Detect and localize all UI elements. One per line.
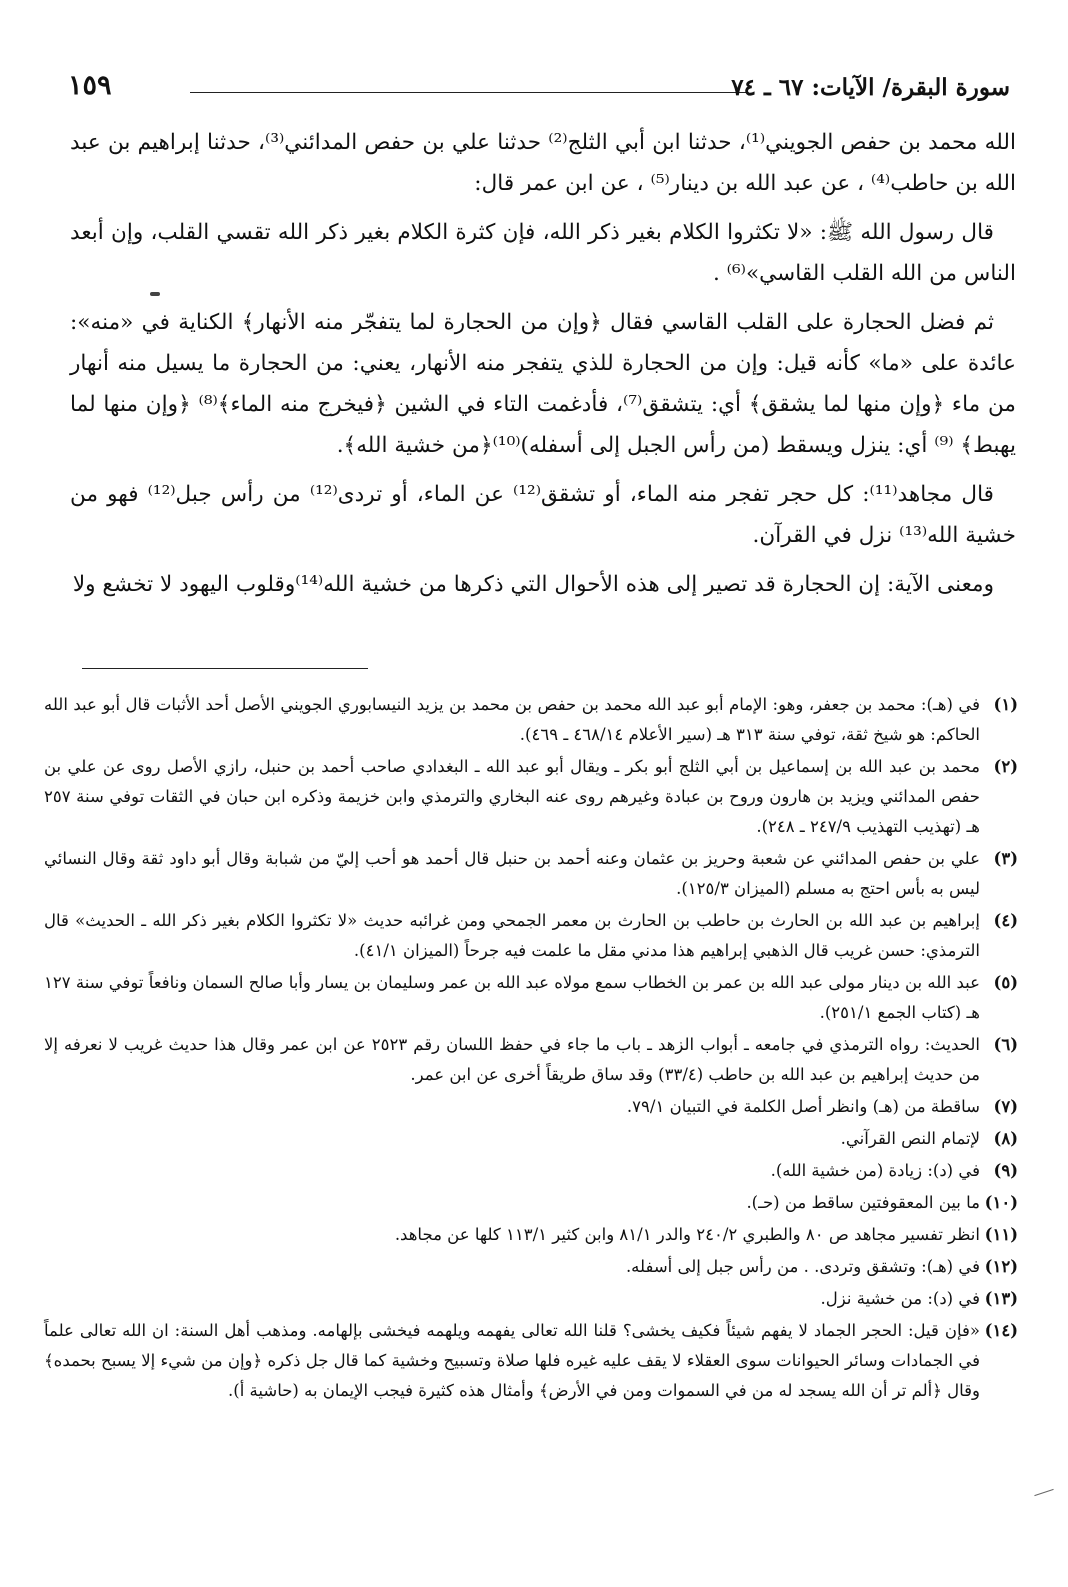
footnote-text: في (د): من خشية نزل.: [820, 1289, 980, 1308]
paragraph-mujahid: قال مجاهد⁽¹¹⁾: كل حجر تفجر منه الماء، أو تشقق⁽¹²⁾ عن الماء، أو تردى⁽¹²⁾ من رأس جبل⁽¹²⁾ فهو من خشية الله⁽¹³⁾ نزل في القرآن.: [70, 482, 1016, 548]
running-title: سورة البقرة/ الآيات: ٦٧ ـ ٧٤: [731, 74, 1010, 101]
footnote-text: عبد الله بن دينار مولى عبد الله بن عمر بن الخطاب سمع مولاه عبد الله بن عمر وسليمان بن يسار وأبا صالح السمان ونافعاً توفي سنة ١٢٧ هـ (كتاب الجمع ٢٥١/١).: [44, 973, 980, 1022]
paragraph-meaning: ومعنى الآية: إن الحجارة قد تصير إلى هذه الأحوال التي ذكرها من خشية الله⁽¹⁴⁾وقلوب اليهود لا تخشع ولا: [72, 572, 994, 597]
footnote-text: إبراهيم بن عبد الله بن الحارث بن حاطب بن الحارث بن معمر الجمحي ومن غرائبه حديث «لا تكثروا الكلام بغير ذكر الله ـ الحديث» قال الترمذي: حسن غريب قال الذهبي إبراهيم هذا مدني مقل ما علمت فيه جرحاً (الميزان ٤١/١).: [44, 911, 980, 960]
paragraph-tafsir: ثم فضل الحجارة على القلب القاسي فقال ﴿وإن من الحجارة لما يتفجّر منه الأنهار﴾ الكناية في «منه»: عائدة على «ما» كأنه قيل: وإن من الحجارة للذي يتفجر منه الأنهار، يعني: من الحجارة ما يسيل منه أنهار من ماء ﴿وإن منها لما يشقق﴾ أي: يتشقق⁽⁷⁾، فأدغمت التاء في الشين ﴿فيخرج منه الماء﴾⁽⁸⁾ ﴿وإن منها لما يهبط﴾ ⁽⁹⁾ أي: ينزل ويسقط (من رأس الجبل إلى أسفله)⁽¹⁰⁾﴿من خشية الله﴾.: [70, 310, 1016, 458]
footnote-text: الحديث: رواه الترمذي في جامعه ـ أبواب الزهد ـ باب ما جاء في حفظ اللسان رقم ٢٥٢٣ عن ابن عمر وقال هذا حديث غريب لا نعرفه إلا من حديث إبراهيم بن عبد الله بن حاطب (٣٣/٤) وقد ساق طريقاً أخرى عن ابن عمر.: [44, 1035, 981, 1084]
footnote: [44, 1030, 1018, 1090]
footnote-number: (٦): [993, 1035, 1018, 1054]
footnote: [44, 1124, 1018, 1154]
footnote-number: (٥): [993, 973, 1018, 992]
footnote: [44, 752, 1018, 842]
footnote-number: (١): [993, 695, 1018, 714]
footnote-text: محمد بن عبد الله بن إسماعيل بن أبي الثلج أبو بكر ـ ويقال أبو عبد الله ـ البغدادي صاحب أحمد بن حنبل، رازي الأصل روى عن علي بن حفص المدائني ويزيد بن هارون وروح بن عبادة وغيرهم روى عنه البخاري والترمذي وابن خزيمة وذكره ابن حبان في الثقات توفي سنة ٢٥٧ هـ (تهذيب التهذيب ٢٤٧/٩ ـ ٢٤٨).: [44, 757, 980, 836]
footnote: [44, 1284, 1018, 1314]
paragraph-hadith: قال رسول الله ﷺ: «لا تكثروا الكلام بغير ذكر الله، فإن كثرة الكلام بغير ذكر الله تقسي القلب، وإن أبعد الناس من الله القلب القاسي»⁽⁶⁾ .: [70, 220, 1016, 286]
footnote-text: «فإن قيل: الحجر الجماد لا يفهم شيئاً فكيف يخشى؟ قلنا الله تعالى يفهمه ويلهمه فيخشى بإلهامه. ومذهب أهل السنة: ان الله تعالى علماً في الجمادات وسائر الحيوانات سوى العقلاء لا يقف عليه غيره فلها صلاة وتسبيح وخشية كما قال جل ذكره ﴿وإن من شيء إلا يسبح بحمده﴾ وقال ﴿ألم تر أن الله يسجد له من في السموات ومن في الأرض﴾ وأمثال هذه كثيرة فيجب الإيمان به (حاشية أ).: [44, 1321, 980, 1400]
footnote-number: (٧): [993, 1097, 1018, 1116]
footnote: [44, 1220, 1018, 1250]
header-rule: [190, 92, 748, 93]
footnote-divider: [82, 668, 368, 669]
main-text: [70, 122, 1016, 613]
footnote-text: علي بن حفص المدائني عن شعبة وحريز بن عثمان وعنه أحمد بن حنبل قال أحمد هو أحب إليّ من شبابة وقال أبو داود ثقة وقال النسائي ليس به بأس احتج به مسلم (الميزان ١٢٥/٣).: [44, 849, 980, 898]
footnote-number: (٣): [993, 849, 1018, 868]
footnote-text: في (د): زيادة (من خشية الله).: [770, 1161, 980, 1180]
footnote-number: (١٠): [984, 1193, 1018, 1212]
footnote-number: (٨): [993, 1129, 1018, 1148]
footnote-text: ساقطة من (هـ) وانظر أصل الكلمة في التبيان ٧٩/١.: [626, 1097, 980, 1116]
footnote: [44, 1188, 1018, 1218]
footnotes: [44, 690, 1018, 1408]
footnote-number: (١٢): [984, 1257, 1018, 1276]
footnote: [44, 1092, 1018, 1122]
margin-mark: [150, 292, 160, 296]
footnote-text: ما بين المعقوفتين ساقط من (حـ).: [746, 1193, 980, 1212]
footnote-number: (١٤): [984, 1321, 1018, 1340]
footnote: [44, 1252, 1018, 1282]
footnote-number: (٩): [993, 1161, 1018, 1180]
page-header: [60, 66, 1010, 110]
footnote-number: (١١): [984, 1225, 1018, 1244]
footnote: [44, 844, 1018, 904]
footnote: [44, 968, 1018, 1028]
paragraph-isnad: الله محمد بن حفص الجويني⁽¹⁾، حدثنا ابن أبي الثلج⁽²⁾ حدثنا علي بن حفص المدائني⁽³⁾، حدثنا إبراهيم بن عبد الله بن حاطب⁽⁴⁾ ، عن عبد الله بن دينار⁽⁵⁾ ، عن ابن عمر قال:: [70, 130, 1016, 196]
footnote: [44, 1316, 1018, 1406]
footnote-number: (١٣): [984, 1289, 1018, 1308]
footnote-text: في (هـ): وتشقق وتردى. . من رأس جبل إلى أسفله.: [625, 1257, 980, 1276]
footnote: [44, 1156, 1018, 1186]
footnote-number: (٤): [993, 911, 1018, 930]
footnote-number: (٢): [993, 757, 1018, 776]
footnote-text: انظر تفسير مجاهد ص ٨٠ والطبري ٢٤٠/٢ والدر ٨١/١ وابن كثير ١١٣/١ كلها عن مجاهد.: [394, 1225, 980, 1244]
scan-edge-mark: [1034, 1489, 1053, 1496]
footnote-text: لإتمام النص القرآني.: [840, 1129, 980, 1148]
page-number: ١٥٩: [68, 70, 112, 101]
footnote: [44, 690, 1018, 750]
footnote: [44, 906, 1018, 966]
footnote-text: في (هـ): محمد بن جعفر، وهو: الإمام أبو عبد الله محمد بن حفص بن محمد بن يزيد النيسابوري الجويني الأصل أحد الأثبات قال أبو عبد الله الحاكم: هو شيخ ثقة، توفي سنة ٣١٣ هـ (سير الأعلام ٤٦٨/١٤ ـ ٤٦٩).: [44, 695, 980, 744]
